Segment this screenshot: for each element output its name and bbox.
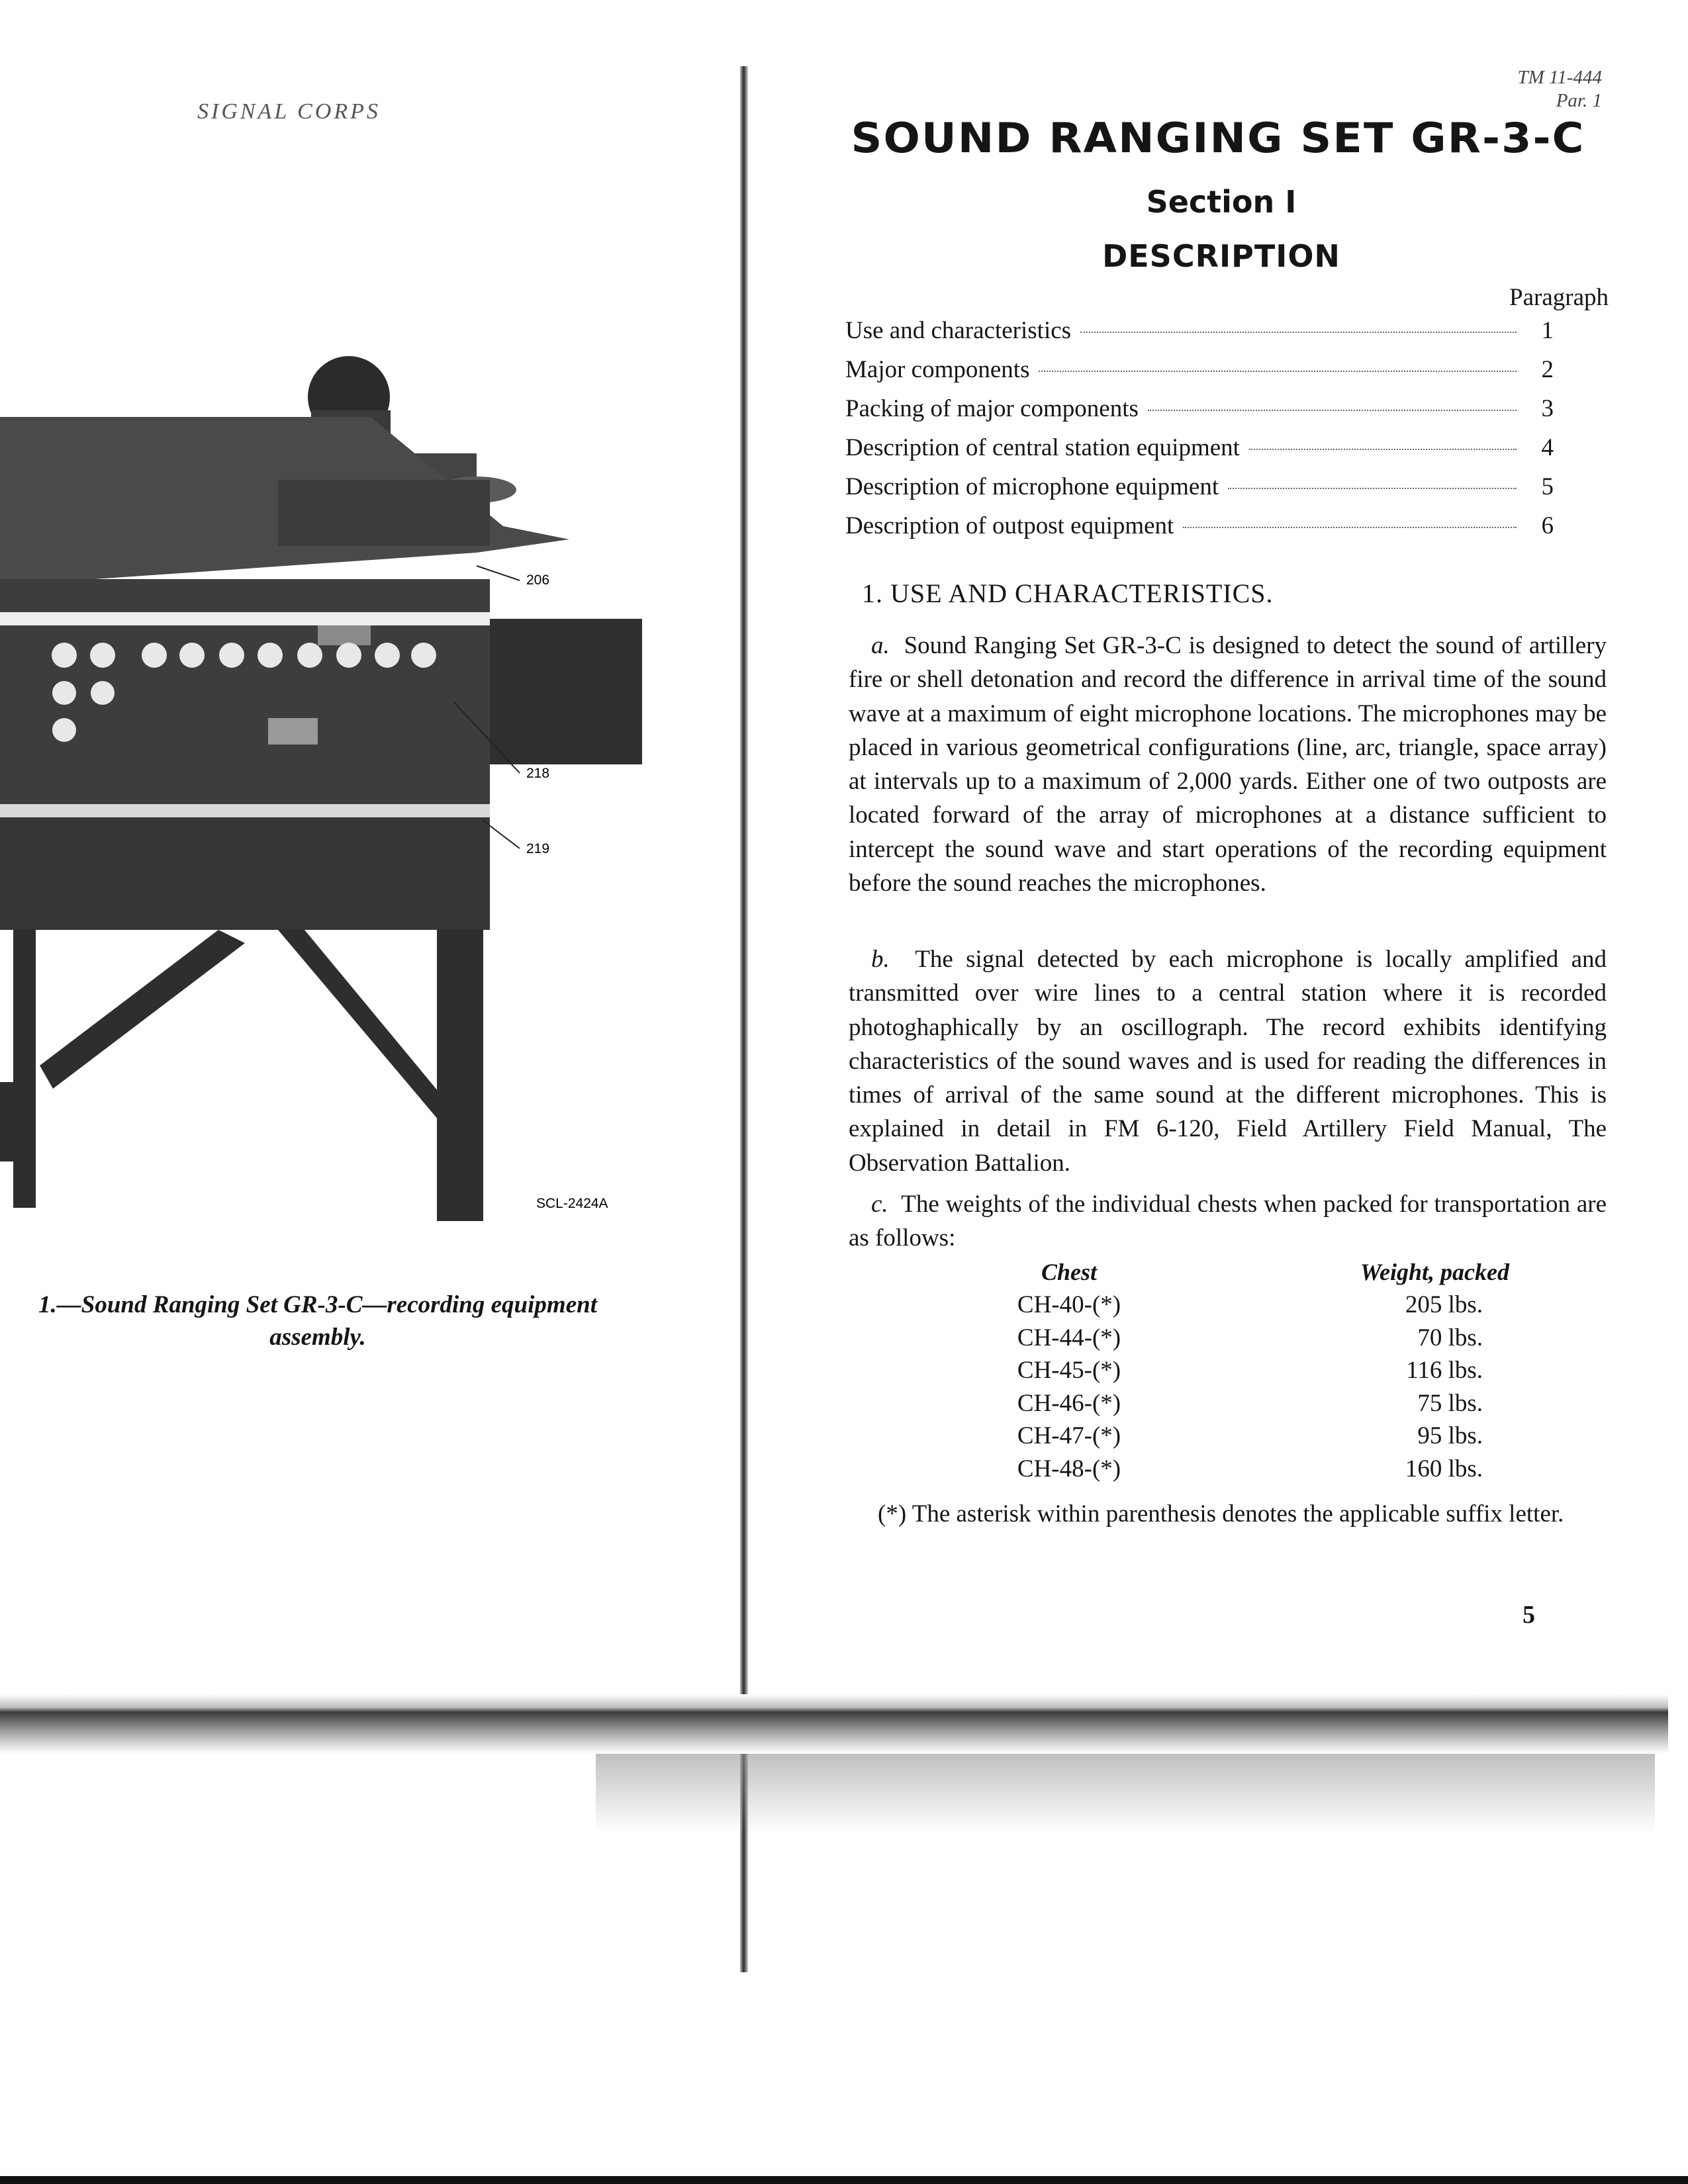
book-title: SOUND RANGING SET GR-3-C [851, 114, 1585, 162]
paragraph-b-text: The signal detected by each microphone is locally amplified and transmitted over wire lines to a central station where it is recorded photoghaphically by an oscillograph. The record exhibits identifying characteristics of the sound waves and is used for reading the differences in times of arrival of the same sound at the different microphones. This is explained in detail in FM 6-120, Field Artillery Field Manual, The Observation Battalion. [849, 946, 1607, 1177]
page-bottom-shadow [0, 1694, 1668, 1754]
paragraph-a-label: a. [871, 632, 890, 659]
weight-cell: 95 lbs. [1417, 1422, 1483, 1450]
toc-number: 6 [1541, 512, 1554, 539]
panel-light-strip [0, 612, 490, 625]
weight-cell: 160 lbs. [1405, 1455, 1483, 1482]
toc-number: 5 [1541, 473, 1554, 500]
toc-number: 4 [1541, 434, 1554, 461]
paragraph-c [849, 1187, 1607, 1255]
chest-cell: CH-45-(*) [1017, 1357, 1121, 1385]
chest-cell: CH-40-(*) [1017, 1291, 1121, 1319]
weight-cell: 70 lbs. [1417, 1324, 1483, 1351]
callout-206: 206 [526, 572, 550, 588]
figure-caption: 1.—Sound Ranging Set GR-3-C—recording equipment assembly. [38, 1291, 597, 1351]
paragraph-b-label: b. [871, 946, 890, 973]
col-weight-header: Weight, packed [1360, 1259, 1509, 1285]
toc-label: Description of microphone equipment [845, 473, 1219, 500]
stand-legs [0, 930, 483, 1221]
paragraph-column-heading: Paragraph [1509, 284, 1609, 311]
left-running-header: SIGNAL CORPS [197, 99, 381, 124]
toc-row [845, 316, 1554, 355]
toc-label: Packing of major components [845, 395, 1139, 422]
toc-leader [1249, 449, 1517, 450]
chest-cell: CH-48-(*) [1017, 1455, 1121, 1482]
toc-leader [1148, 410, 1517, 411]
page-number: 5 [1523, 1601, 1535, 1629]
weight-cell: 116 lbs. [1406, 1357, 1483, 1385]
footnote [855, 1497, 1613, 1531]
weight-cell: 205 lbs. [1405, 1291, 1483, 1319]
panel-nameplate [268, 718, 318, 745]
weight-cell: 75 lbs. [1417, 1389, 1483, 1417]
toc-label: Description of central station equipment [845, 434, 1240, 461]
toc-number: 3 [1541, 395, 1554, 422]
paragraph-c-text: The weights of the individual chests when packed for transportation are as follows: [849, 1191, 1607, 1252]
callout-219: 219 [526, 841, 550, 856]
col-chest-header: Chest [1041, 1259, 1098, 1285]
footnote-text: (*) The asterisk within parenthesis denotes the applicable suffix letter. [878, 1500, 1564, 1527]
toc-row [845, 394, 1554, 433]
paragraph-c-label: c. [871, 1191, 888, 1218]
toc-leader [1039, 371, 1517, 372]
camera-body [278, 480, 490, 546]
book-spine [740, 66, 748, 1972]
section-label: Section I [1146, 184, 1297, 220]
table-row [960, 1453, 1536, 1486]
shadow-fade [596, 1754, 1655, 1833]
chest-cell: CH-44-(*) [1017, 1324, 1121, 1351]
weights-table [960, 1255, 1536, 1485]
table-row [960, 1322, 1536, 1355]
toc-row [845, 512, 1554, 551]
toc-number: 1 [1541, 317, 1554, 344]
callout-218: 218 [526, 766, 550, 781]
tm-number: TM 11-444 [1517, 67, 1602, 88]
tm-reference [1483, 66, 1602, 113]
toc-label: Use and characteristics [845, 317, 1072, 344]
chest-cell: CH-46-(*) [1017, 1389, 1121, 1417]
table-of-contents [845, 316, 1554, 551]
section-1-heading: 1. USE AND CHARACTERISTICS. [862, 578, 1274, 608]
toc-leader [1080, 332, 1517, 333]
toc-number: 2 [1541, 356, 1554, 383]
toc-row [845, 355, 1554, 394]
table-row [960, 1387, 1536, 1420]
paragraph-b [849, 942, 1607, 1180]
table-row [960, 1420, 1536, 1453]
toc-label: Description of outpost equipment [845, 512, 1174, 539]
lower-light-strip [0, 804, 490, 817]
toc-label: Major components [845, 356, 1030, 383]
toc-leader [1183, 527, 1517, 528]
tm-paragraph: Par. 1 [1556, 89, 1602, 111]
paragraph-a [849, 629, 1607, 900]
paragraph-a-text: Sound Ranging Set GR-3-C is designed to detect the sound of artillery fire or shell detonation and record the difference in arrival time of the sound wave at a maximum of eight microphone locations. The microphones may be placed in various geometrical configurations (line, arc, triangle, space array) at intervals up to a maximum of 2,000 yards. Either one of two outposts are located forward of the array of microphones at a distance sufficient to intercept the sound wave and start operations of the recording equipment before the sound reaches the microphones. [849, 632, 1607, 897]
equipment-photo [0, 347, 642, 1231]
photo-code: SCL-2424A [536, 1196, 608, 1211]
toc-leader [1228, 488, 1517, 489]
table-row [960, 1289, 1536, 1322]
toc-row [845, 473, 1554, 512]
chest-cell: CH-47-(*) [1017, 1422, 1121, 1450]
table-row [960, 1354, 1536, 1387]
section-title: DESCRIPTION [1102, 238, 1340, 274]
side-recorder-box [490, 619, 642, 764]
lower-panel [0, 817, 490, 930]
toc-row [845, 433, 1554, 473]
scan-bottom-edge [0, 2176, 1688, 2184]
